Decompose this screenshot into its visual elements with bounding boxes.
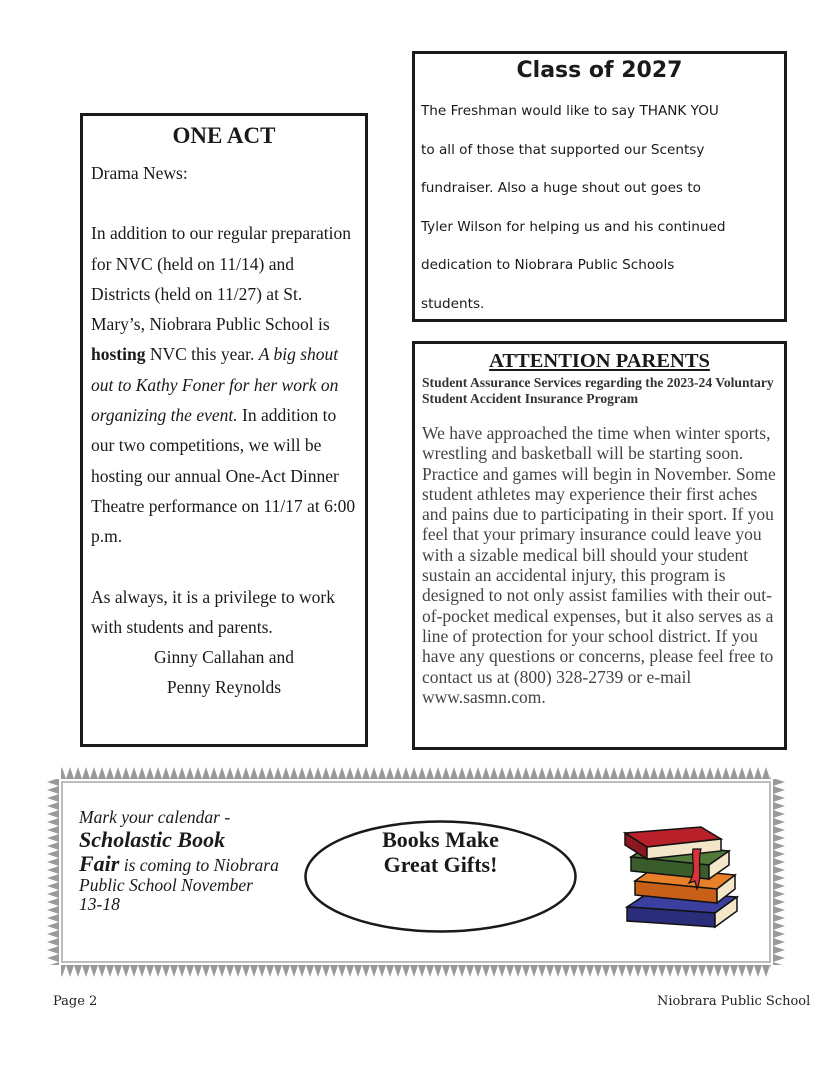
oval-text xyxy=(303,827,578,877)
p1-text-c: In addition to our two competitions, we will be hosting our annual One-Act Dinner Theatre performance on 11/17 at 6:00 p.m. xyxy=(91,405,356,547)
p1-text-b: NVC this year. xyxy=(145,344,259,365)
class-line: to all of those that supported our Scentsy xyxy=(421,141,705,158)
stack-of-books-icon xyxy=(617,809,745,939)
p1-text-a: In addition to our regular preparation for NVC (held on 11/14) and Districts (held on 11/27) at St. Mary’s, Niobrara Public School is xyxy=(91,223,351,335)
class-2027-box xyxy=(412,51,787,322)
class-2027-title: Class of 2027 xyxy=(516,58,683,83)
class-line: students. xyxy=(421,295,485,312)
attention-body: We have approached the time when winter sports, wrestling and basketball will be starting soon. Practice and games will begin in November. Some student athletes may experience their first aches and pains due to participating in their sport. If you feel that your primary insurance could leave you with a sizable medical bill should your student sustain an accidental injury, this program is designed to not only assist families with their out-of-pocket medical expenses, but it also serves as a line of protection for your school district. If you have any questions or concerns, please feel free to contact us at (800) 328-2739 or e-mail www.sasmn.com. xyxy=(422,423,776,707)
book-fair-panel xyxy=(47,767,785,977)
class-line: The Freshman would like to say THANK YOU xyxy=(421,103,719,119)
book-fair-details: is coming to Niobrara Public School November 13-18 xyxy=(79,854,279,914)
signature-line-1: Ginny Callahan and xyxy=(154,647,294,668)
class-line: dedication to Niobrara Public Schools xyxy=(421,257,675,273)
attention-subtitle: Student Assurance Services regarding the 2023-24 Voluntary Student Accident Insurance Program xyxy=(422,375,774,406)
class-line: fundraiser. Also a huge shout out goes to xyxy=(421,180,701,196)
oval-line-2: Great Gifts! xyxy=(383,852,498,877)
one-act-box xyxy=(80,113,368,747)
footer-school-name: Niobrara Public School xyxy=(657,994,811,1009)
one-act-paragraph xyxy=(91,218,357,551)
page-number: Page 2 xyxy=(53,994,98,1009)
attention-parents-box xyxy=(412,341,787,750)
attention-title: ATTENTION PARENTS xyxy=(489,350,710,372)
oval-line-1: Books Make xyxy=(382,827,499,852)
p1-bold: hosting xyxy=(91,344,146,365)
calendar-line: Mark your calendar - xyxy=(79,807,231,827)
signature-line-2: Penny Reynolds xyxy=(166,677,282,698)
one-act-title: ONE ACT xyxy=(172,123,276,148)
book-fair-heading-2: Fair xyxy=(79,850,120,876)
p1-italic: A big shout out to Kathy Foner for her work on organizing the event. xyxy=(91,344,339,426)
one-act-closing: As always, it is a privilege to work with students and parents. xyxy=(91,586,335,637)
book-fair-heading: Scholastic Book xyxy=(79,826,226,852)
drama-news-label: Drama News: xyxy=(91,163,188,183)
book-fair-text xyxy=(79,808,279,915)
class-line: Tyler Wilson for helping us and his continued xyxy=(421,218,726,235)
